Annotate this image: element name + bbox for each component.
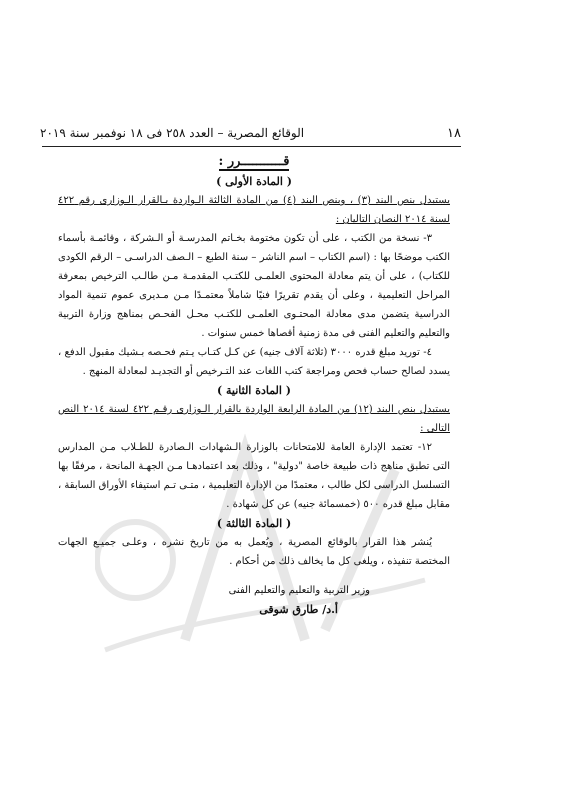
page-header — [40, 126, 461, 141]
decree-body — [58, 152, 450, 619]
article-2-item-12: ١٢- تعتمد الإدارة العامة للامتحانات بالوزارة الـشهادات الـصادرة للطـلاب مـن المدارس التى تطبق مناهج ذات طبيعة خاصة "دولية" ، وذلك بعد اعتمادهـا مـن الجهـة المانحة ، مرفقًا بها التسلسل الدراسى لكل طالب ، معتمدًا من الإدارة التعليمية ، متـى تـم استيفاء الأوراق السابقة ، مقابل مبلغ قدره ٥٠٠ (خمسمائة جنيه) عن كل شهادة . — [58, 442, 450, 510]
decision-title: قـــــــــــرر : — [218, 154, 290, 169]
article-2-heading: ( المادة الثانية ) — [216, 384, 292, 397]
article-2-intro: يستبدل بنص البند (١٢) من المادة الرابعة الواردة بالقرار الـوزارى رقـم ٤٢٢ لسنة ٢٠١٤ النص التالى : — [58, 404, 450, 434]
page-number: ١٨ — [447, 126, 461, 141]
signature-name: أ.د/ طارق شوقى — [259, 603, 338, 616]
header-divider — [42, 146, 461, 147]
signature-role: وزير التربية والتعليم والتعليم الفنى — [228, 585, 370, 596]
signature-block — [58, 581, 450, 619]
article-1-item-4: ٤- توريد مبلغ قدره ٣٠٠٠ (ثلاثة آلاف جنيه) عن كـل كتـاب يـتم فحـصه بـشيك مقبول الدفع ، يسدد لصالح حساب فحص ومراجعة كتب اللغات عند التـرخيص أو التجديـد لمعادلة المنهج . — [58, 347, 450, 377]
article-3-text: يُنشر هذا القرار بالوقائع المصرية ، ويُعمل به من تاريخ نشره ، وعلـى جميـع الجهات المختصة تنفيذه ، ويلغى كل ما يخالف ذلك من أحكام . — [58, 537, 450, 567]
article-1-heading: ( المادة الأولى ) — [216, 175, 292, 188]
gazette-issue-line: الوقائع المصرية – العدد ٢٥٨ فى ١٨ نوفمبر سنة ٢٠١٩ — [40, 126, 305, 140]
article-1-item-3: ٣- نسخة من الكتب ، على أن تكون مختومة بخـاتم المدرسـة أو الـشركة ، وقائمـة بأسماء الكتب موضحًا بها : (اسم الكتاب – اسم الناشر – سنة الطبع – الـصف الدراسـى – الرقم الكودى للكتاب) ، على أن يتم معادلة المحتوى العلمـى للكتـب المقدمـة مـن طالـب الترخيص بمعرفة المراحل التعليمية ، وعلى أن يقدم تقريرًا فنيًا شاملاً معتمـدًا مـن مـديرى عموم تنمية المواد الدراسية يتضمن مدى معادلة المحتـوى العلمـى للكتـب محـل الفحـص بمناهج وزارة التربية والتعليم والتعليم الفنى فى مدة زمنية أقصاها خمس سنوات . — [58, 233, 450, 339]
article-1-intro: يستبدل بنص البند (٣) ، وبنص البند (٤) من المادة الثالثة الـواردة بـالقرار الـوزارى رقم ٤٢٢ لسنة ٢٠١٤ النصان التاليان : — [58, 195, 450, 225]
article-3-heading: ( المادة الثالثة ) — [216, 517, 292, 530]
